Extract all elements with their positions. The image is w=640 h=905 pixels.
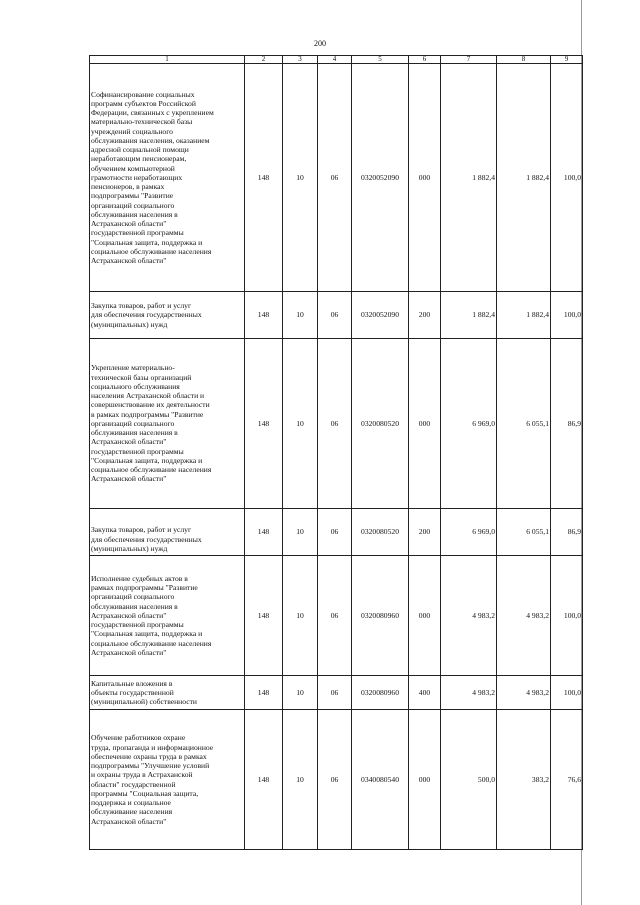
row-name: Закупка товаров, работ и услуг для обеспечения государственных (муниципальных) нужд: [90, 292, 245, 339]
row-col-8: 6 055,1: [497, 339, 551, 509]
header-col-9: 9: [551, 56, 583, 64]
header-row: [90, 56, 583, 64]
row-col-8: 4 983,2: [497, 676, 551, 710]
row-col-4: 06: [318, 556, 352, 676]
row-col-5: 0320080960: [352, 556, 409, 676]
row-col-8: 383,2: [497, 710, 551, 850]
row-col-5: 0320080520: [352, 339, 409, 509]
row-col-2: 148: [245, 556, 283, 676]
header-col-4: 4: [318, 56, 352, 64]
row-col-8: 4 983,2: [497, 556, 551, 676]
row-col-5: 0320052090: [352, 292, 409, 339]
row-col-3: 10: [283, 556, 318, 676]
row-col-6: 000: [409, 710, 441, 850]
row-col-4: 06: [318, 64, 352, 292]
table-row: [90, 339, 583, 509]
row-col-5: 0320052090: [352, 64, 409, 292]
row-col-9: 100,0: [551, 556, 583, 676]
table-row: [90, 556, 583, 676]
row-col-8: 1 882,4: [497, 292, 551, 339]
budget-table: [89, 55, 583, 850]
row-col-8: 1 882,4: [497, 64, 551, 292]
row-col-3: 10: [283, 64, 318, 292]
row-col-3: 10: [283, 292, 318, 339]
row-col-2: 148: [245, 676, 283, 710]
row-col-3: 10: [283, 509, 318, 556]
row-col-3: 10: [283, 676, 318, 710]
row-col-2: 148: [245, 710, 283, 850]
row-col-2: 148: [245, 292, 283, 339]
row-col-4: 06: [318, 509, 352, 556]
row-col-4: 06: [318, 710, 352, 850]
row-col-9: 100,0: [551, 64, 583, 292]
row-col-4: 06: [318, 676, 352, 710]
table-row: [90, 710, 583, 850]
header-col-8: 8: [497, 56, 551, 64]
row-col-3: 10: [283, 339, 318, 509]
row-col-9: 76,6: [551, 710, 583, 850]
table-row: [90, 64, 583, 292]
table-row: [90, 509, 583, 556]
table-row: [90, 676, 583, 710]
page-number: 200: [314, 39, 326, 48]
row-col-9: 86,9: [551, 339, 583, 509]
row-col-8: 6 055,1: [497, 509, 551, 556]
row-col-6: 000: [409, 339, 441, 509]
header-col-1: 1: [90, 56, 245, 64]
row-col-7: 1 882,4: [441, 292, 497, 339]
row-col-2: 148: [245, 509, 283, 556]
row-col-9: 100,0: [551, 676, 583, 710]
row-col-6: 200: [409, 509, 441, 556]
row-col-2: 148: [245, 339, 283, 509]
row-col-7: 4 983,2: [441, 556, 497, 676]
row-col-9: 100,0: [551, 292, 583, 339]
row-col-6: 400: [409, 676, 441, 710]
row-col-7: 4 983,2: [441, 676, 497, 710]
row-name: Обучение работников охране труда, пропаганда и информационное обеспечение охраны труда в рамках подпрограммы "Улучшение условий и охраны труда в Астраханской области" государственной программы "Социальная защита, поддержка и социальное обслуживание населения Астраханской области": [90, 710, 245, 850]
table-row: [90, 292, 583, 339]
row-col-7: 500,0: [441, 710, 497, 850]
row-name: Закупка товаров, работ и услуг для обеспечения государственных (муниципальных) нужд: [90, 509, 245, 556]
header-col-2: 2: [245, 56, 283, 64]
row-col-2: 148: [245, 64, 283, 292]
header-col-5: 5: [352, 56, 409, 64]
header-col-7: 7: [441, 56, 497, 64]
row-col-7: 6 969,0: [441, 509, 497, 556]
row-col-5: 0340080540: [352, 710, 409, 850]
row-col-7: 6 969,0: [441, 339, 497, 509]
row-col-6: 000: [409, 64, 441, 292]
row-col-4: 06: [318, 339, 352, 509]
row-col-4: 06: [318, 292, 352, 339]
row-col-5: 0320080960: [352, 676, 409, 710]
row-col-7: 1 882,4: [441, 64, 497, 292]
row-col-9: 86,9: [551, 509, 583, 556]
row-col-5: 0320080520: [352, 509, 409, 556]
row-name: Исполнение судебных актов в рамках подпрограммы "Развитие организаций социального обслуживания населения в Астраханской области" государственной программы "Социальная защита, поддержка и социальное обслуживание населения Астраханской области": [90, 556, 245, 676]
row-name: Укрепление материально- технической базы организаций социального обслуживания населения Астраханской области и совершенствование их деятельности в рамках подпрограммы "Развитие организаций социального обслуживания населения в Астраханской области" государственной программы "Социальная защита, поддержка и социальное обслуживание населения Астраханской области": [90, 339, 245, 509]
row-name: Капитальные вложения в объекты государственной (муниципальной) собственности: [90, 676, 245, 710]
row-col-6: 000: [409, 556, 441, 676]
row-col-3: 10: [283, 710, 318, 850]
header-col-3: 3: [283, 56, 318, 64]
row-name: Софинансирование социальных программ субъектов Российской Федерации, связанных с укреплением материально-технической базы учреждений социального обслуживания населения, оказанием адресной социальной помощи неработающим пенсионерам, обучением компьютерной грамотности неработающих пенсионеров, в рамках подпрограммы "Развитие организаций социального обслуживания населения в Астраханской области" государственной программы "Социальная защита, поддержка и социальное обслуживание населения Астраханской области": [90, 64, 245, 292]
row-col-6: 200: [409, 292, 441, 339]
header-col-6: 6: [409, 56, 441, 64]
